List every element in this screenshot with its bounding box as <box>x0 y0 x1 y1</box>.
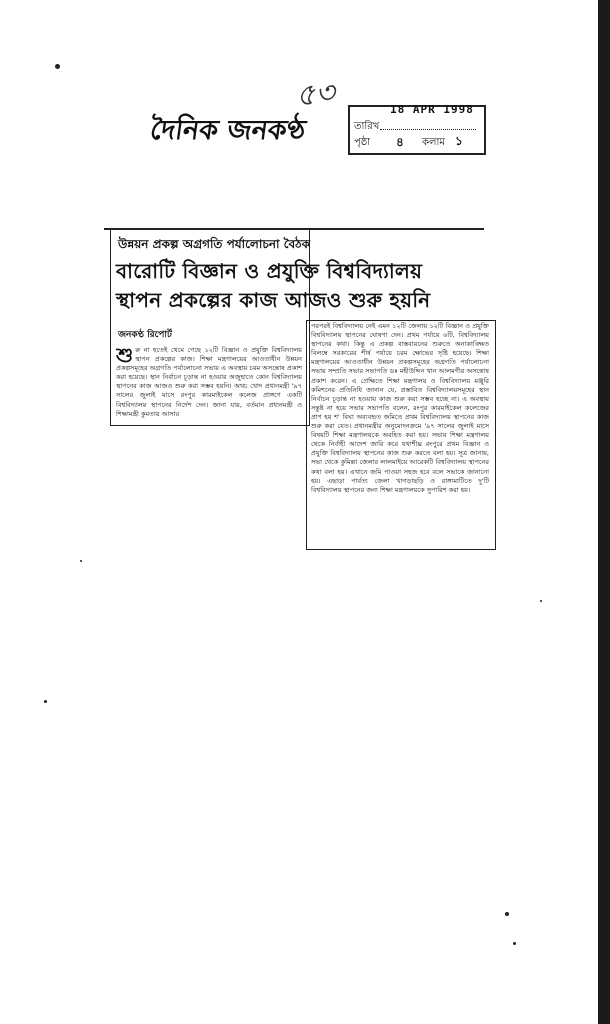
article-headline-line1: বারোটি বিজ্ঞান ও প্রযুক্তি বিশ্ববিদ্যালয় <box>116 259 423 283</box>
article-kicker: উন্নয়ন প্রকল্প অগ্রগতি পর্যালোচনা বৈঠক <box>118 237 310 251</box>
scan-speck <box>513 942 516 945</box>
newspaper-masthead: দৈনিক জনকণ্ঠ <box>148 115 308 146</box>
stamp-column-label: কলাম <box>422 137 445 148</box>
article-right-text: পরপরই বিশ্ববিদ্যালয় নেই এমন ১২টি জেলায় ১২টি বিজ্ঞান ও প্রযুক্তি বিশ্ববিদ্যালয় স্থাপনের ঘোষণা দেন। প্রথম পর্যায়ে ৬টি, বিশ্ববিদ্যালয় স্থাপনের কথা। কিন্তু এ প্রকল্প বাস্তবায়নের শুরুতে অনাকাঙ্ক্ষিত বিলম্বে সরকারের শীর্ষ পর্যায়ে চরম ক্ষোভের সৃষ্টি হয়েছে। শিক্ষা মন্ত্রণালয়ের আওতাধীন উন্নয়ন প্রকল্পসমূহের অগ্রগতি পর্যালোচনা সভায় সম্প্রতি সভার সভাপতি ডঃ মহীউদ্দিন খান আলমগীর অসন্তোষ প্রকাশ করেন। এ প্রেক্ষিতে শিক্ষা মন্ত্রণালয় ও বিশ্ববিদ্যালয় মঞ্জুরি কমিশনের প্রতিনিধি জানান যে, প্রস্তাবিত বিশ্ববিদ্যালয়সমূহের স্থান নির্বাচন চূড়ান্ত না হওয়ায় কাজ শুরু করা সম্ভব হচ্ছে না। এ অবস্থায় সন্তুষ্ট না হয়ে সভার সভাপতি বলেন, রংপুর কারমাইকেল কলেজের প্রাণ হয় শ' বিঘা অব্যবহৃত জমিতে প্রথম বিশ্ববিদ্যালয় স্থাপনের কাজ শুরু করা যেত। প্রধানমন্ত্রীর অনুমোদনক্রমে '৯৭ সালের জুলাই মাসে বিষয়টি শিক্ষা মন্ত্রণালয়কে অবহিত করা হয়। সভায় শিক্ষা মন্ত্রণালয় থেকে নির্বাহী আদেশ জারি করে যথাশীঘ্র রংপুরে প্রথম বিজ্ঞান ও প্রযুক্তি বিশ্ববিদ্যালয় স্থাপনের কাজ শুরু করতে বলা হয়। সূত্র জানায়, সভা থেকে কুমিল্লা জেলার লালমাইয়ে আরেকটি বিশ্ববিদ্যালয় স্থাপনের কথা বলা হয়। এখানে জমি পাওয়া সহজ হবে বলে সভাকে জানানো হয়। এছাড়া পার্বত্য জেলা খাগড়াছড়ি ও রাঙ্গামাটিতে দু'টি বিশ্ববিদ্যালয় স্থাপনের জন্য শিক্ষা মন্ত্রণালয়কে সুপারিশ করা হয়। <box>311 322 489 494</box>
stamp-divider <box>380 129 476 130</box>
scan-edge <box>598 0 610 1024</box>
date-stamp <box>348 105 486 155</box>
article-dropcap: শু <box>116 346 134 367</box>
scan-speck <box>55 64 60 69</box>
article-column-right <box>311 322 489 544</box>
article-byline: জনকণ্ঠ রিপোর্ট <box>118 330 172 340</box>
article-column-left <box>116 346 302 422</box>
article-headline-line2: স্থাপন প্রকল্পের কাজ আজও শুরু হয়নি <box>116 288 431 312</box>
scan-speck <box>44 700 47 703</box>
scan-speck <box>505 912 509 916</box>
handwritten-number: ৫৩ <box>294 75 337 114</box>
stamp-page-value: ৪ <box>396 135 404 149</box>
article-left-text: রু না হতেই থেমে গেছে ১২টি বিজ্ঞান ও প্রযুক্তি বিশ্ববিদ্যালয় স্থাপন প্রকল্পের কাজ। শিক্ষা মন্ত্রণালয়ের আওতাধীন উন্নয়ন প্রকল্পসমূহের অগ্রগতি পর্যালোচনা সভায় এ অবস্থায় চরম অসন্তোষ প্রকাশ করা হয়েছে। স্থান নির্বাচন চূড়ান্ত না হওয়ার অজুহাতে কোন বিশ্ববিদ্যালয় স্থাপনের কাজ আজও শুরু করা সম্ভব হয়নি। অথচ খোদ প্রধানমন্ত্রী '৯৭ সালের জুলাই মাসে রংপুর কারমাইকেল কলেজ প্রাঙ্গণে একটি বিশ্ববিদ্যালয় স্থাপনের নির্দেশ দেন। জানা যায়, বর্তমান প্রধানমন্ত্রী ও শিক্ষামন্ত্রী কুমতায় আসার <box>116 346 302 418</box>
scan-speck <box>80 560 82 562</box>
stamp-date: 18 APR 1998 <box>390 103 474 116</box>
stamp-date-label: তারিখ <box>354 121 380 132</box>
clipping-top-rule <box>104 228 484 230</box>
stamp-page-label: পৃষ্ঠা <box>354 137 371 148</box>
scan-speck <box>540 600 542 602</box>
stamp-column-value: ১ <box>455 134 463 148</box>
